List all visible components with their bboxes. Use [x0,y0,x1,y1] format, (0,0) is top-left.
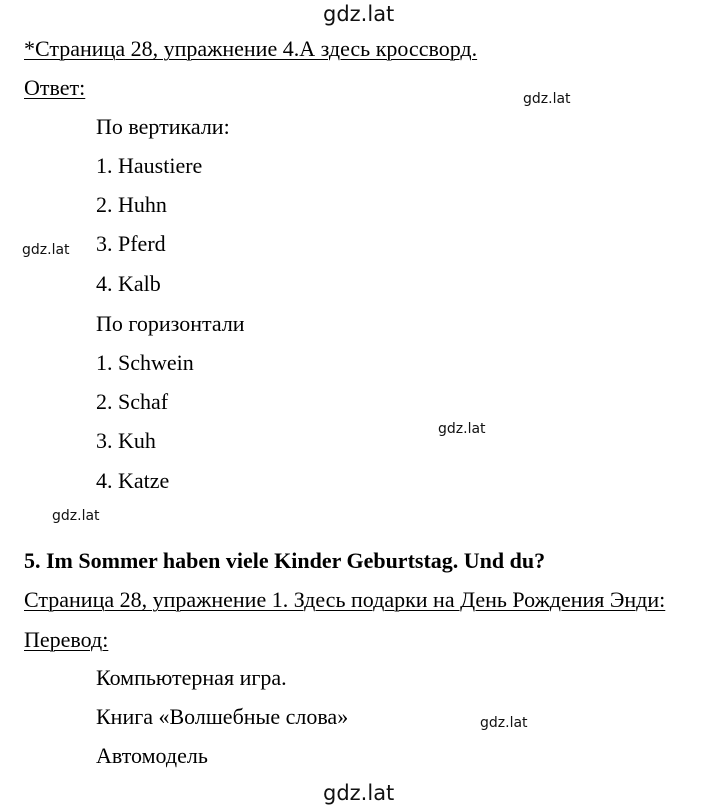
vertical-label: По вертикали: [96,114,230,139]
list-item: Книга «Волшебные слова» [96,704,349,729]
list-item: 3. Pferd [96,231,166,256]
section-title: 5. Im Sommer haben viele Kinder Geburtstag. Und du? [24,548,546,573]
answer-label: Ответ: [24,75,86,100]
list-item: 1. Haustiere [96,153,203,178]
list-item: 1. Schwein [96,350,194,375]
watermark-text: gdz.lat [323,781,395,805]
watermark-text: gdz.lat [523,91,571,107]
list-item: 3. Kuh [96,428,156,453]
list-item: Автомодель [96,743,208,768]
exercise-heading: Страница 28, упражнение 1. Здесь подарки на День Рождения Энди: [24,587,666,612]
list-item: 4. Katze [96,468,170,493]
translation-label: Перевод: [24,627,109,652]
watermark-text: gdz.lat [22,242,70,258]
list-item: 2. Huhn [96,192,167,217]
watermark-text: gdz.lat [52,508,100,524]
list-item: Компьютерная игра. [96,665,287,690]
list-item: 4. Kalb [96,271,161,296]
exercise-heading: *Страница 28, упражнение 4.А здесь кроссворд. [24,36,478,61]
watermark-text: gdz.lat [438,421,486,437]
watermark-text: gdz.lat [323,2,395,26]
watermark-text: gdz.lat [480,715,528,731]
horizontal-label: По горизонтали [96,311,245,336]
list-item: 2. Schaf [96,389,169,414]
